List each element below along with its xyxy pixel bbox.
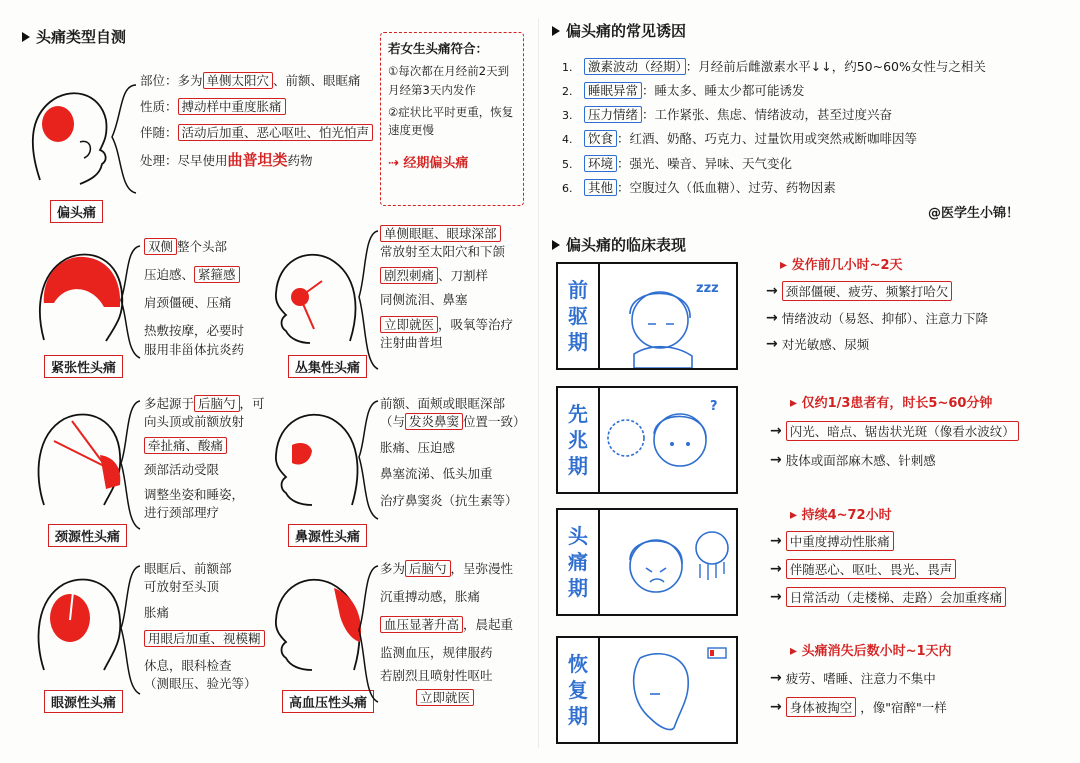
label-hypertension: 高血压性头痛 [282,690,374,713]
eye-items [144,560,265,693]
phase-label-prodrome: 前 驱 期 [558,264,600,368]
label-cluster: 丛集性头痛 [288,355,367,378]
trigger-item-6: 6. 其他 ：空腹过久（低血糖）、过劳、药物因素 [562,179,836,195]
migraine-item-location: 部位：多为 单侧太阳穴 、前额、眼眶痛 [140,73,361,88]
menstrual-result: ⇢ 经期偏头痛 [388,155,469,171]
tension-item-5: 服用非甾体抗炎药 [144,341,245,357]
svg-text:zzz: zzz [696,281,719,296]
migraine-item-nature: 性质： 搏动样中重度胀痛 [140,98,373,116]
trigger-item-2: 2. 睡眠异常 ：睡太多、睡太少都可能诱发 [562,83,805,99]
sinus-items [380,395,526,510]
label-eye: 眼源性头痛 [44,690,123,713]
hypertension-item-4: 监测血压，规律服药 [380,645,493,661]
tension-head-illustration [32,245,128,345]
phase-card-recovery [556,636,738,744]
cervical-item-5: 调整坐姿和睡姿， [144,486,245,502]
sinus-item-2: （与 发炎鼻窦 位置一致） [380,414,526,430]
eye-item-6: （测眼压、验光等） [144,675,257,691]
phase-headache-head: ▸ 持续4~72小时 [790,507,892,523]
eye-item-5: 休息，眼科检查 [144,657,232,673]
trigger-item-3: 3. 压力情绪 ：工作紧张、焦虑、情绪波动，甚至过度兴奋 [562,107,893,123]
hypertension-item-1: 多为 后脑勺 ，呈弥漫性 [380,561,514,576]
sinus-branch-brace [356,395,382,525]
menstrual-item-2: ②症状比平时更重，恢复速度更慢 [388,104,514,138]
menstrual-item-1: ①每次都在月经前2天到月经第3天内发作 [388,64,510,97]
recovery-item-1: → 疲劳、嗜睡、注意力不集中 [770,670,936,686]
exhausted-girl-illustration [600,638,736,742]
prodrome-item-2: → 情绪波动（易怒、抑郁）、注意力下降 [766,310,988,326]
menstrual-title: 若女生头痛符合： [388,41,489,56]
tension-item-1: 双侧 整个头部 [144,238,244,256]
migraine-item-treatment: 处理：尽早使用曲普坦类药物 [140,151,313,170]
hypertension-item-5: 若剧烈且喷射性呕吐 [380,667,493,683]
headache-item-2: → 伴随恶心、呕吐、畏光、畏声 [770,559,1006,579]
aura-girl-illustration [600,388,736,492]
cluster-item-1: 单侧眼眶、眼球深部 [380,225,513,243]
eye-head-illustration [30,570,126,675]
tension-item-4: 热敷按摩，必要时 [144,323,245,339]
phase-card-headache [556,508,738,616]
hypertension-item-3: 血压显著升高 ，晨起重 [380,616,513,634]
label-sinus: 鼻源性头痛 [288,524,367,547]
trigger-item-4: 4. 饮食 ：红酒、奶酪、巧克力、过量饮用或突然戒断咖啡因等 [562,131,918,147]
sinus-item-5: 治疗鼻窦炎（抗生素等） [380,492,518,508]
phase-prodrome-head: ▸ 发作前几小时~2天 [780,257,903,273]
hypertension-head-illustration [270,570,364,675]
cluster-head-illustration [270,245,360,345]
phase-label-recovery: 恢 复 期 [558,638,600,742]
phase-card-aura [556,386,738,494]
hypertension-item-2: 沉重搏动感，胀痛 [380,589,481,605]
phase-label-aura: 先 兆 期 [558,388,600,492]
aura-item-2: → 肢体或面部麻木感、针刺感 [770,452,936,468]
sleepy-girl-illustration [600,264,736,368]
cervical-item-6: 进行颈部理疗 [144,504,220,520]
headache-item-1: → 中重度搏动性胀痛 [770,531,1006,551]
section-title-headache-types: 头痛类型自测 [22,26,126,47]
section-title-clinical: 偏头痛的临床表现 [552,234,686,255]
aura-item-1: → 闪光、暗点、锯齿状光斑（像看水波纹） [770,421,1019,441]
cluster-branch-brace [356,225,382,375]
migraine-item-accompany: 伴随： 活动后加重、恶心呕吐、怕光怕声 [140,124,373,142]
cluster-item-6: 注射曲普坦 [380,334,443,350]
phase-recovery-details [770,640,952,717]
phase-headache-details [770,504,1006,607]
phase-prodrome-details [766,254,988,353]
migraine-items [140,72,373,172]
triangle-bullet-icon [552,26,560,36]
migraine-branch-brace [108,75,140,205]
recovery-item-2: → 身体被掏空 ，像"宿醉"一样 [770,699,947,715]
cluster-item-5: 立即就医 ，吸氧等治疗 [380,316,513,334]
trigger-item-1: 1. 激素波动（经期） ：月经前后雌激素水平↓↓，约50~60%女性与之相关 [562,59,986,74]
triggers-list [562,58,986,197]
label-tension: 紧张性头痛 [44,355,123,378]
menstrual-migraine-content [388,40,520,171]
eye-branch-brace [118,560,144,700]
tension-item-3: 肩颈僵硬、压痛 [144,295,232,311]
tension-item-2: 压迫感、 紧箍感 [144,266,244,284]
cervical-item-3: 牵扯痛、酸痛 [144,437,265,455]
phase-card-prodrome [556,262,738,370]
phase-aura-head: ▸ 仅约1/3患者有，时长5~60分钟 [790,395,993,411]
tension-items [144,238,244,359]
eye-item-2: 可放射至头顶 [144,579,220,595]
migraine-head-illustration [20,80,110,190]
eye-item-1: 眼眶后、前额部 [144,561,232,576]
prodrome-item-1: → 颈部僵硬、疲劳、频繁打哈欠 [766,281,988,301]
prodrome-item-3: → 对光敏感、尿频 [766,336,870,352]
crying-girl-illustration [600,510,736,614]
cluster-item-2: 常放射至太阳穴和下颌 [380,244,506,260]
trigger-item-5: 5. 环境 ：强光、噪音、异味、天气变化 [562,155,793,171]
cluster-item-4: 同侧流泪、鼻塞 [380,292,468,308]
hypertension-items [380,560,513,707]
cluster-item-3: 剧烈刺痛 、刀割样 [380,267,513,285]
tension-branch-brace [118,240,144,365]
eye-item-3: 胀痛 [144,605,170,621]
triangle-bullet-icon [22,32,30,42]
headache-item-3: → 日常活动（走楼梯、走路）会加重疼痛 [770,587,1006,607]
phase-recovery-head: ▸ 头痛消失后数小时~1天内 [790,643,952,659]
column-divider [538,18,539,748]
phase-aura-details [770,392,1019,469]
sinus-item-4: 鼻塞流涕、低头加重 [380,466,493,482]
dash-arrow-icon: ⇢ [388,155,404,171]
cervical-branch-brace [118,395,144,535]
cervical-items [144,395,265,522]
svg-text:?: ? [710,399,718,414]
eye-item-4: 用眼后加重、视模糊 [144,630,265,648]
sinus-head-illustration [270,405,362,510]
section-title-triggers: 偏头痛的常见诱因 [552,20,686,41]
triangle-bullet-icon [552,240,560,250]
label-migraine: 偏头痛 [50,200,103,223]
cervical-item-1: 多起源于 后脑勺 ，可 [144,396,265,411]
author-signature: @医学生小锦！ [928,206,1020,221]
cervical-head-illustration [30,405,126,510]
hypertension-branch-brace [356,560,382,710]
cluster-items [380,225,513,352]
sinus-item-3: 胀痛、压迫感 [380,440,456,456]
phase-label-headache: 头 痛 期 [558,510,600,614]
cervical-item-4: 颈部活动受限 [144,462,220,478]
cervical-item-2: 向头顶或前额放射 [144,414,245,430]
hypertension-item-6: 立即就医 [380,689,513,707]
label-cervical: 颈源性头痛 [48,524,127,547]
sinus-item-1: 前额、面颊或眼眶深部 [380,396,506,411]
